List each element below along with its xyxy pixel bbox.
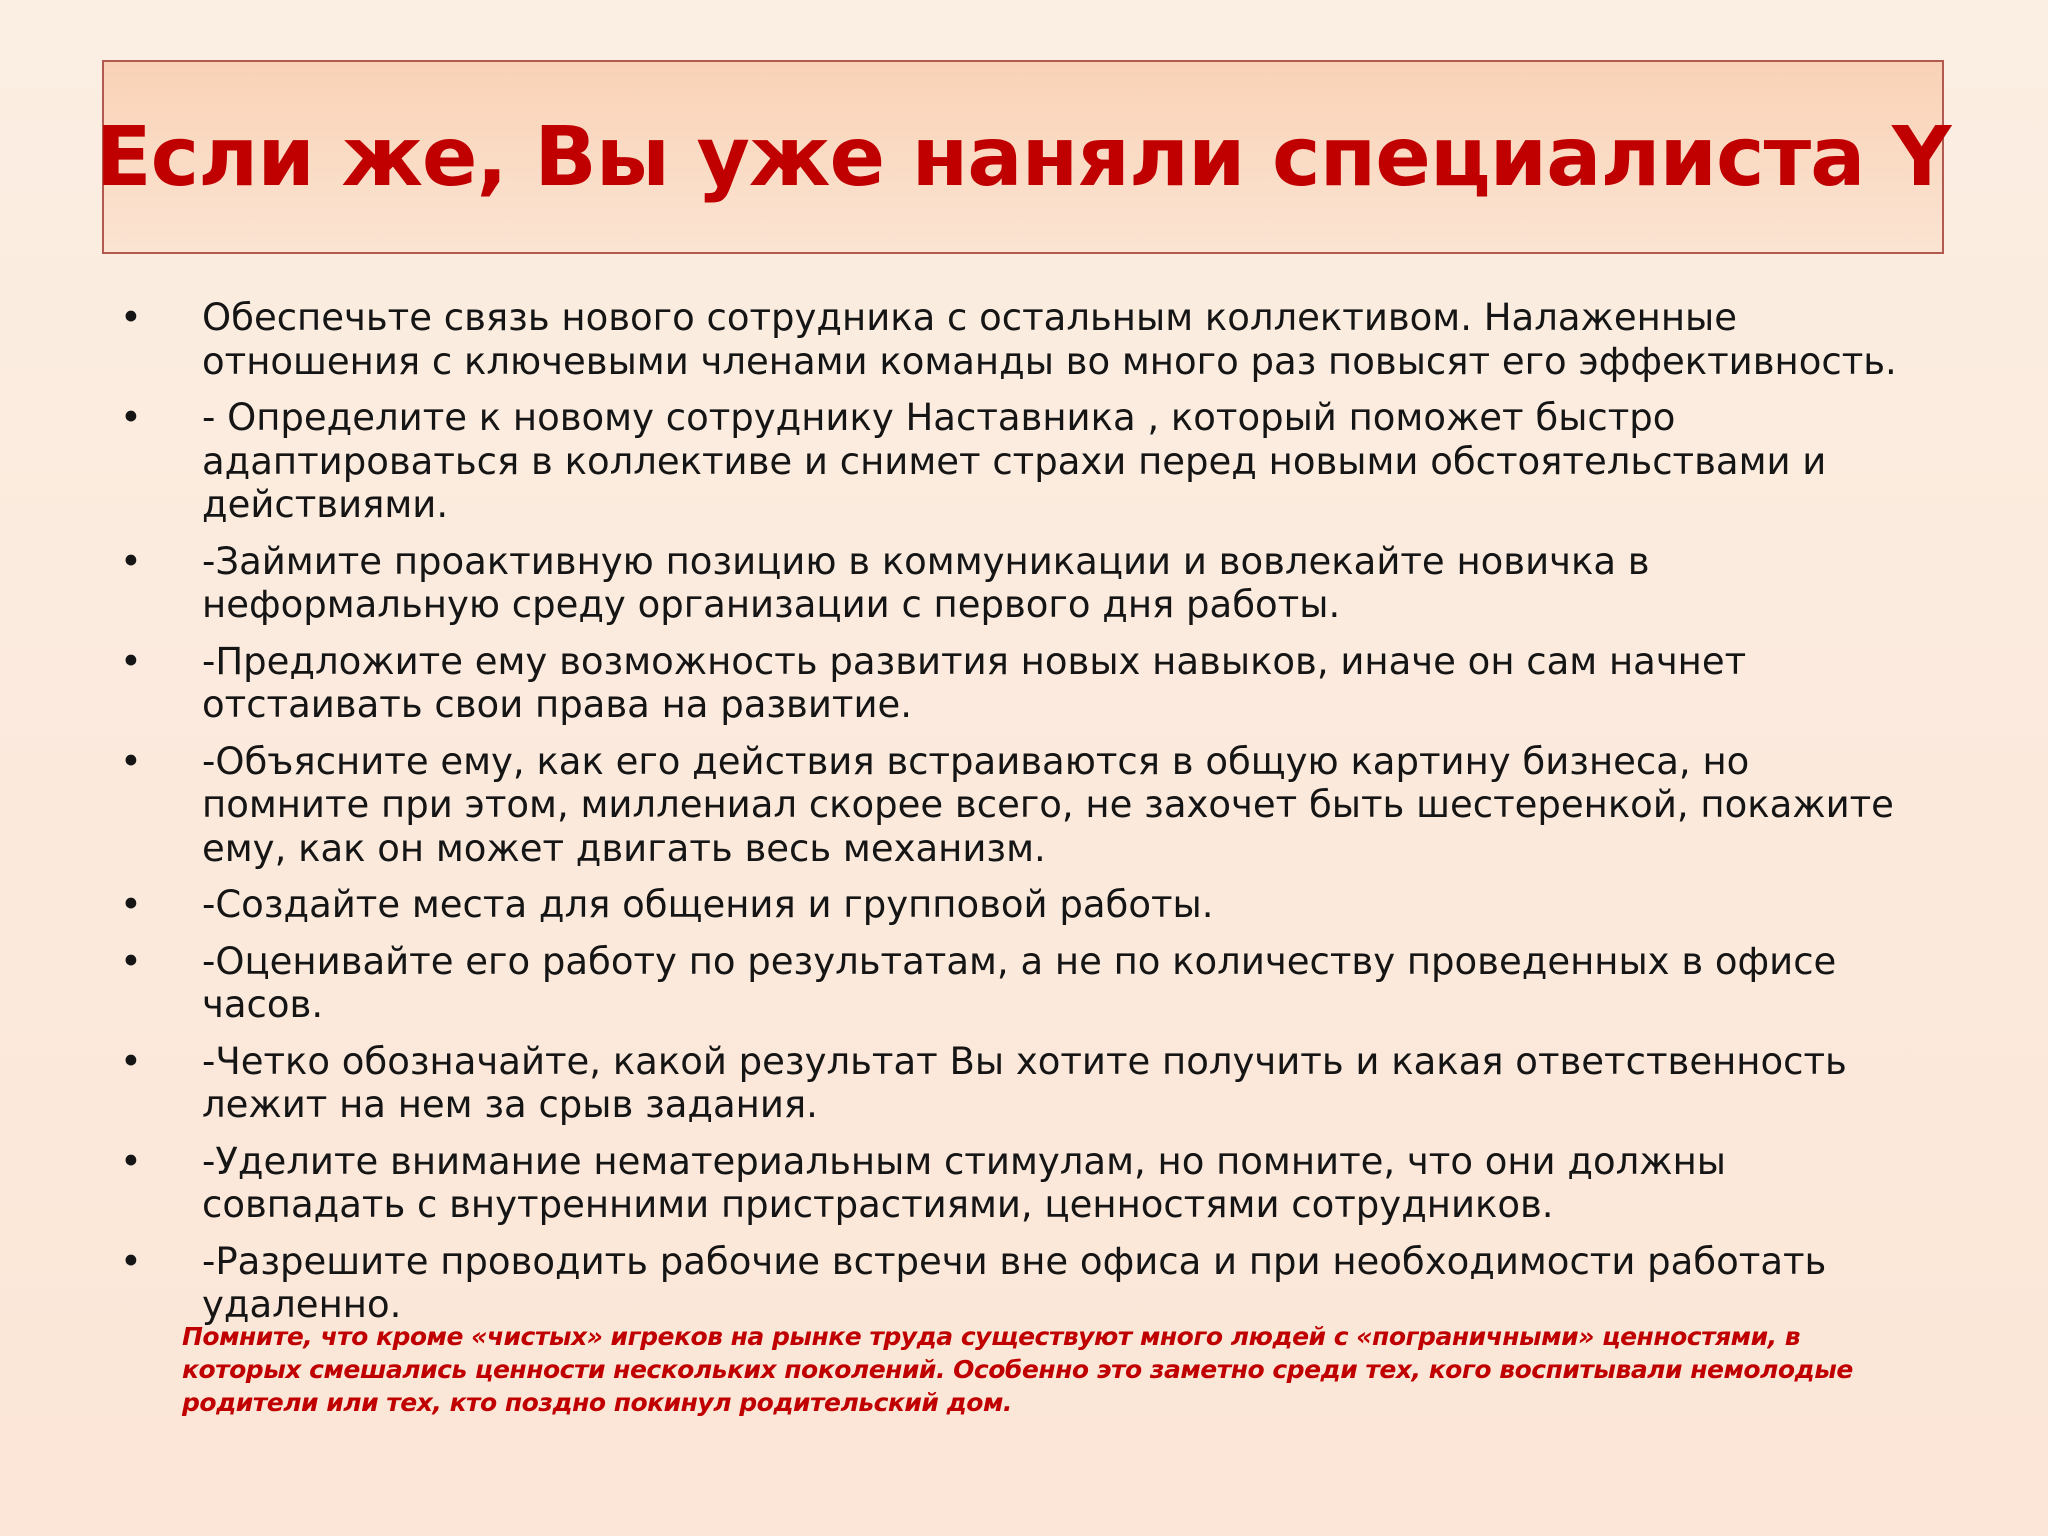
title-box [95,60,1951,254]
footnote [182,1320,1902,1419]
bullet-text: Обеспечьте связь нового сотрудника с остальным коллективом. Налаженные отношения с ключевыми членами команды во много раз повысят его эффективность. [202,296,1897,383]
bullet-text: -Четко обозначайте, какой результат Вы хотите получить и какая ответственность лежит на нем за срыв задания. [202,1039,1847,1126]
bullet-text: -Уделите внимание нематериальным стимулам, но помните, что они должны совпадать с внутренними пристрастиями, ценностями сотрудников. [202,1139,1726,1226]
bullet-item [116,740,1916,871]
bullet-text: -Объясните ему, как его действия встраиваются в общую картину бизнеса, но помните при этом, миллениал скорее всего, не захочет быть шестеренкой, покажите ему, как он может двигать весь механизм. [202,739,1894,870]
bullet-icon: • [120,396,142,439]
bullet-icon: • [120,1139,142,1183]
bullet-icon: • [120,539,142,583]
bullet-item [116,640,1916,727]
bullet-text: -Оценивайте его работу по результатам, а не по количеству проведенных в офисе часов. [202,939,1837,1026]
bullet-item [116,1040,1916,1127]
bullet-icon: • [120,939,142,983]
slide-title: Если же, Вы уже наняли специалиста Y [95,109,1951,205]
bullet-icon: • [120,296,142,339]
bullet-item [116,940,1916,1027]
bullet-text: - Определите к новому сотруднику Наставника , который поможет быстро адаптироваться в коллективе и снимет страхи перед новыми обстоятельствами и действиями. [202,396,1827,526]
bullet-text: -Разрешите проводить рабочие встречи вне офиса и при необходимости работать удаленно. [202,1239,1827,1326]
bullet-icon: • [120,739,142,783]
bullet-item [116,396,1916,527]
bullet-icon: • [120,639,142,683]
bullet-item [116,1240,1916,1327]
bullet-item [116,540,1916,627]
bullet-item [116,296,1916,383]
footnote-text: Помните, что кроме «чистых» игреков на рынке труда существуют много людей с «пограничными» ценностями, в которых смешались ценности нескольких поколений. Особенно это заметно среди тех, кого воспитывали немолодые родители или тех, кто поздно покинул родительский дом. [182,1322,1853,1417]
bullet-list [116,296,1916,1340]
bullet-text: -Создайте места для общения и групповой работы. [202,883,1214,926]
bullet-text: -Займите проактивную позицию в коммуникации и вовлекайте новичка в неформальную среду организации с первого дня работы. [202,539,1650,626]
bullet-icon: • [120,883,142,926]
bullet-text: -Предложите ему возможность развития новых навыков, иначе он сам начнет отстаивать свои права на развитие. [202,639,1747,726]
bullet-icon: • [120,1239,142,1283]
bullet-item [116,883,1916,927]
bullet-item [116,1140,1916,1227]
bullet-icon: • [120,1039,142,1083]
